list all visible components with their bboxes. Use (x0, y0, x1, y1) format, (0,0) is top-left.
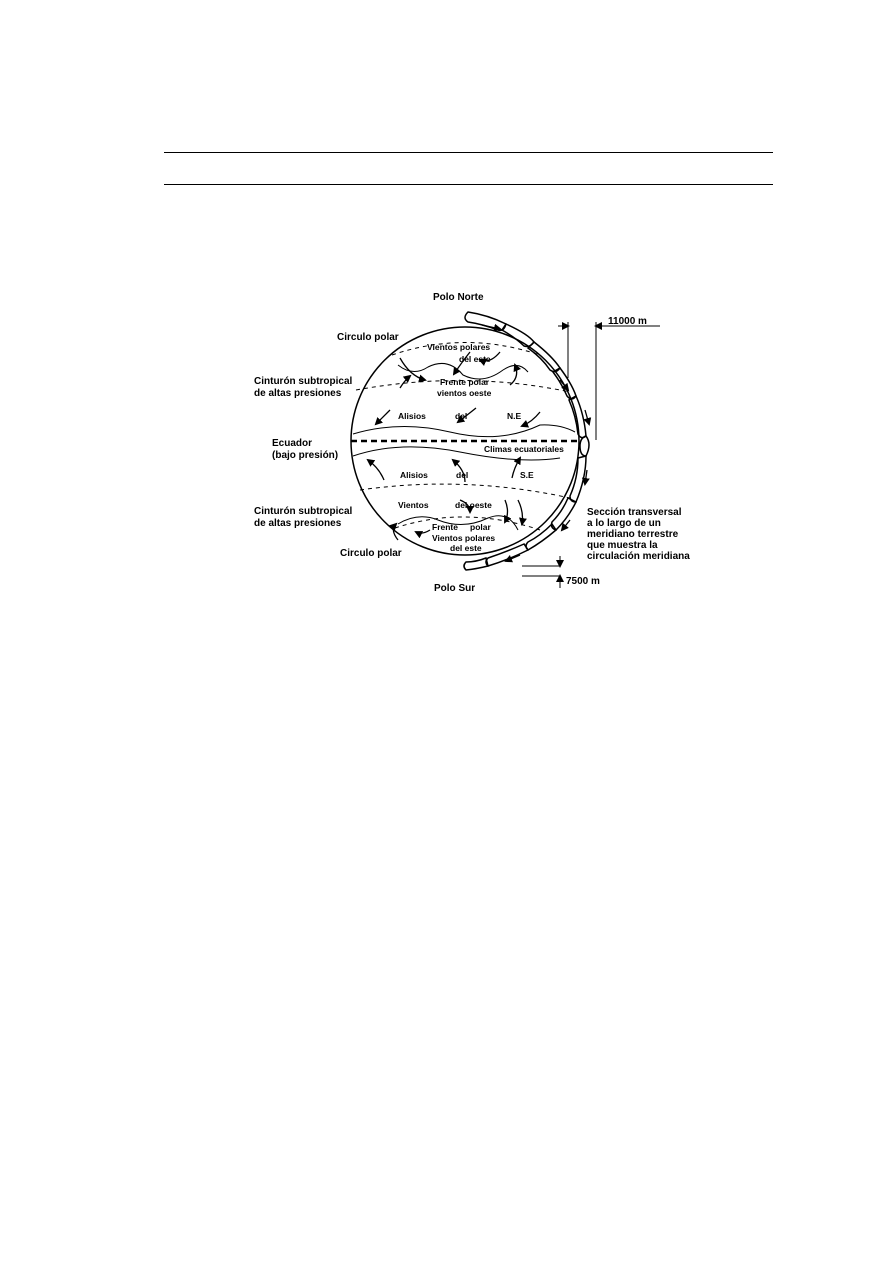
label-polar-s: polar (470, 522, 491, 532)
label-cinturon-s-1: Cinturón subtropical (254, 506, 353, 517)
arrow-westerly-s-3 (518, 500, 523, 524)
label-del-este-n: del este (459, 354, 491, 364)
subtropical-line-south (360, 484, 570, 498)
label-se: S.E (520, 470, 534, 480)
label-del-n: del (455, 411, 468, 421)
label-ecuador-2: (bajo presión) (272, 450, 339, 461)
label-del-s: del (456, 470, 469, 480)
label-vientos-polares-n: Vientos polares (427, 342, 491, 352)
label-circulo-polar-n: Circulo polar (337, 332, 399, 343)
label-vientos-polares-s: Vientos polares (432, 533, 496, 543)
label-seccion-1: Sección transversal (587, 507, 682, 518)
arrow-westerly-n-2 (510, 365, 517, 385)
label-frente-s: Frente (432, 522, 458, 532)
arrow-westerly-s-2 (505, 500, 508, 522)
polar-front-south (398, 516, 518, 530)
label-vientos-oeste-n: vientos oeste (437, 388, 492, 398)
label-seccion-4: que muestra la (587, 540, 658, 551)
label-alisios-n: Alisios (398, 411, 426, 421)
height-marker-south (522, 556, 560, 588)
label-alisios-s: Alisios (400, 470, 428, 480)
label-vientos-s: Vientos (398, 500, 429, 510)
arrow-alisios-n-3 (522, 412, 540, 426)
arrow-alisios-s-3 (512, 458, 520, 478)
label-altura-sur: 7500 m (566, 576, 600, 587)
label-del-oeste-s: del oeste (455, 500, 492, 510)
label-seccion-5: circulación meridiana (587, 551, 690, 562)
label-seccion-3: meridiano terrestre (587, 529, 679, 540)
label-ecuador-1: Ecuador (272, 438, 313, 449)
height-marker-north (558, 322, 660, 440)
label-ne: N.E (507, 411, 522, 421)
label-del-este-s: del este (450, 543, 482, 553)
label-altura-norte: 11000 m (608, 316, 647, 327)
label-circulo-polar-s: Circulo polar (340, 548, 402, 559)
label-polo-sur: Polo Sur (434, 583, 476, 594)
label-climas: Climas ecuatoriales (484, 444, 564, 454)
label-frente-polar-n: Frente polar (440, 377, 490, 387)
arrow-alisios-n-1 (376, 410, 390, 424)
arrow-westerly-n-1 (400, 376, 410, 388)
arrow-polar-s-1 (416, 530, 430, 533)
label-cinturon-n-1: Cinturón subtropical (254, 376, 353, 387)
polar-circle-line-south (395, 517, 540, 530)
label-cinturon-s-2: de altas presiones (254, 518, 342, 529)
label-cinturon-n-2: de altas presiones (254, 388, 342, 399)
label-polo-norte: Polo Norte (433, 292, 484, 303)
itcz-upper-line (353, 425, 575, 437)
arrow-alisios-s-1 (368, 460, 384, 480)
label-seccion-2: a lo largo de un (587, 518, 661, 529)
